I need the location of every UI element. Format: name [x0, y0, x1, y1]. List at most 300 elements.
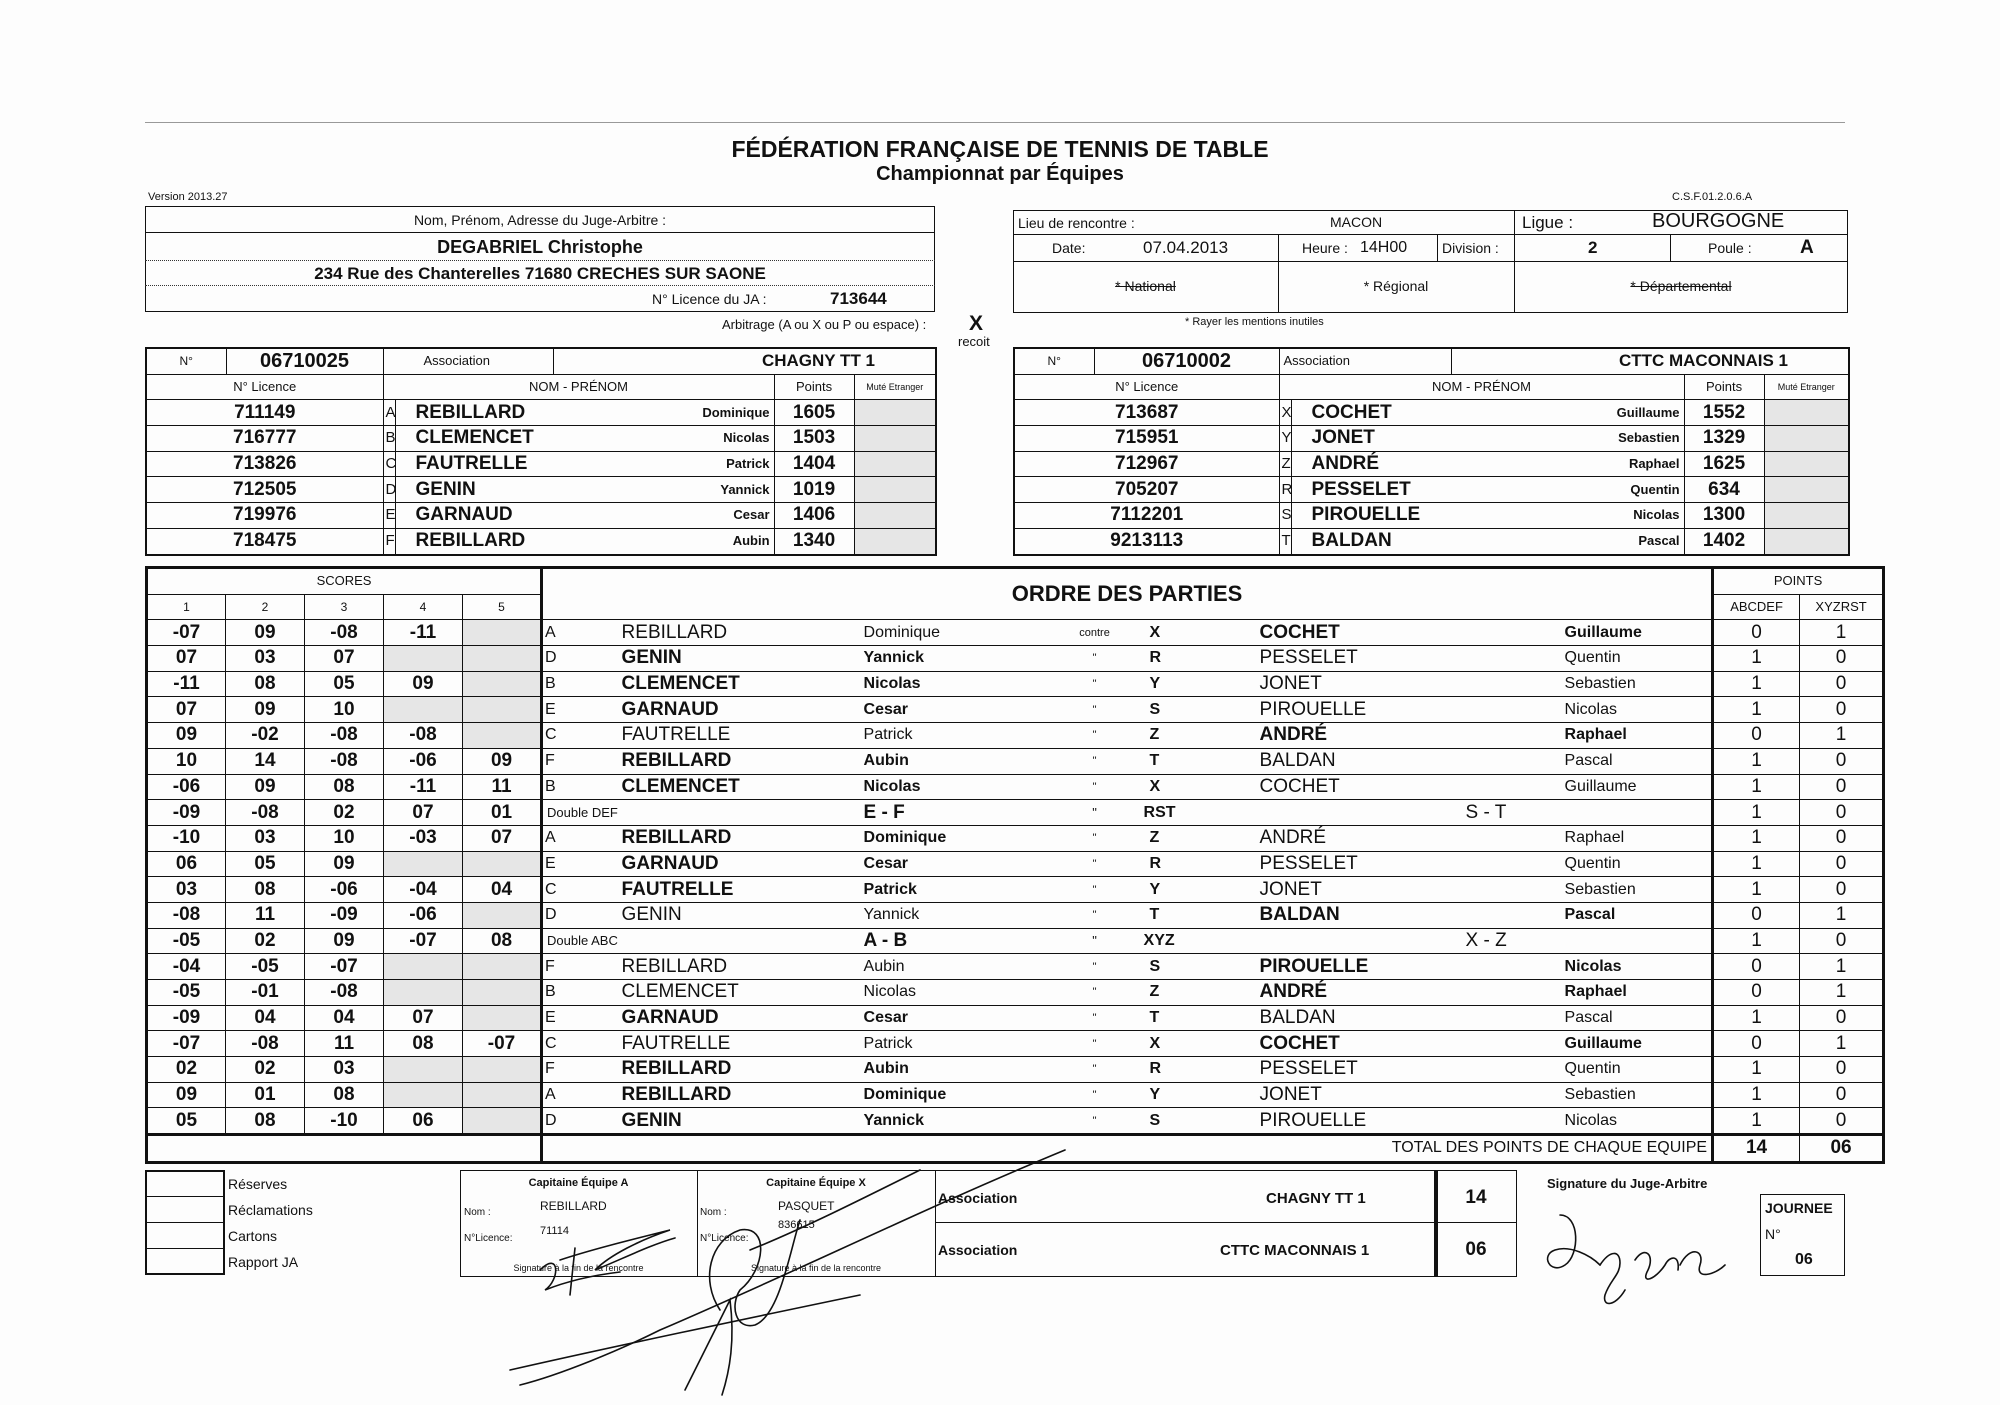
- referee-signature-label: Signature du Juge-Arbitre: [1547, 1176, 1708, 1191]
- set-score-4: [384, 954, 463, 980]
- divider: [145, 1248, 225, 1249]
- points-a: 1: [1713, 800, 1800, 826]
- player-x-letter: T: [1140, 1005, 1246, 1031]
- player-mute-cell: [1764, 528, 1849, 554]
- set-score-3: -09: [305, 902, 384, 928]
- player-a-first-name: Dominique: [860, 825, 1050, 851]
- player-a-last-name: REBILLARD: [622, 1082, 860, 1108]
- match-row: [147, 825, 1884, 851]
- result-x-team: CTTC MACONNAIS 1: [1220, 1242, 1370, 1259]
- set-score-2: 09: [226, 774, 305, 800]
- set-score-4: [384, 697, 463, 723]
- player-x-last-name: BALDAN: [1246, 748, 1561, 774]
- versus-mark: ": [1050, 723, 1140, 749]
- player-x-letter: T: [1140, 902, 1246, 928]
- player-a-first-name: Aubin: [860, 954, 1050, 980]
- set-score-2: -05: [226, 954, 305, 980]
- points-x: 1: [1800, 902, 1884, 928]
- player-x-letter: S: [1140, 1108, 1246, 1135]
- player-row: [1014, 503, 1849, 529]
- set-score-3: 05: [305, 671, 384, 697]
- player-a-letter: F: [542, 954, 622, 980]
- double-label: Double ABC: [542, 928, 860, 954]
- player-x-letter: Y: [1140, 877, 1246, 903]
- result-a-assoc-label: Association: [938, 1190, 1018, 1206]
- points-x: 1: [1800, 620, 1884, 646]
- set-score-1: 03: [147, 877, 226, 903]
- set-score-2: 03: [226, 825, 305, 851]
- player-x-first-name: Guillaume: [1561, 1031, 1713, 1057]
- match-row: [147, 748, 1884, 774]
- set-score-3: -06: [305, 877, 384, 903]
- double-pair-a: E - F: [860, 800, 1050, 826]
- player-x-letter: X: [1140, 1031, 1246, 1057]
- player-licence: 715951: [1014, 426, 1279, 452]
- set-score-4: -06: [384, 748, 463, 774]
- divider: [1013, 234, 1848, 235]
- divider: [145, 285, 935, 286]
- player-row: [1014, 451, 1849, 477]
- player-first-name: Cesar: [553, 503, 774, 529]
- totals-spacer: [147, 1135, 542, 1163]
- player-x-first-name: Pascal: [1561, 1005, 1713, 1031]
- player-last-name: REBILLARD: [395, 400, 553, 426]
- player-x-first-name: Raphael: [1561, 980, 1713, 1006]
- player-licence: 719976: [146, 503, 383, 529]
- player-first-name: Yannick: [553, 477, 774, 503]
- player-a-first-name: Yannick: [860, 902, 1050, 928]
- match-row: [147, 1082, 1884, 1108]
- points-a: 0: [1713, 1031, 1800, 1057]
- set-score-4: -03: [384, 825, 463, 851]
- player-points: 634: [1684, 477, 1764, 503]
- set-score-3: -07: [305, 954, 384, 980]
- set-score-4: 07: [384, 1005, 463, 1031]
- captain-signatures: [500, 1130, 1020, 1400]
- divider: [1514, 210, 1515, 261]
- player-x-letter: S: [1140, 697, 1246, 723]
- set-score-5: [463, 902, 542, 928]
- player-x-letter: Z: [1140, 825, 1246, 851]
- set-score-2: -08: [226, 800, 305, 826]
- player-licence: 712967: [1014, 451, 1279, 477]
- set-score-3: -08: [305, 723, 384, 749]
- player-row: [146, 477, 936, 503]
- division-value: 2: [1588, 238, 1598, 257]
- set-score-5: [463, 671, 542, 697]
- points-a: 1: [1713, 774, 1800, 800]
- set-score-3: 03: [305, 1057, 384, 1083]
- set-score-3: -08: [305, 620, 384, 646]
- divider: [1013, 261, 1848, 262]
- federation-title: FÉDÉRATION FRANÇAISE DE TENNIS DE TABLE: [731, 136, 1269, 162]
- matches-table: [145, 566, 1885, 1164]
- points-col-a-header: ABCDEF: [1713, 594, 1800, 620]
- player-a-letter: B: [542, 774, 622, 800]
- points-x: 0: [1800, 774, 1884, 800]
- player-mute-cell: [1764, 451, 1849, 477]
- team-x-col-points: Points: [1684, 374, 1764, 400]
- set-score-1: 09: [147, 723, 226, 749]
- set-score-4: -06: [384, 902, 463, 928]
- player-x-last-name: ANDRÉ: [1246, 980, 1561, 1006]
- player-x-first-name: Guillaume: [1561, 620, 1713, 646]
- player-licence: 7112201: [1014, 503, 1279, 529]
- player-points: 1625: [1684, 451, 1764, 477]
- player-last-name: BALDAN: [1291, 528, 1451, 554]
- player-x-first-name: Raphael: [1561, 825, 1713, 851]
- set-score-1: 07: [147, 697, 226, 723]
- set-score-5: [463, 620, 542, 646]
- player-a-letter: D: [542, 902, 622, 928]
- set-score-3: 08: [305, 774, 384, 800]
- points-a: 1: [1713, 851, 1800, 877]
- player-last-name: FAUTRELLE: [395, 451, 553, 477]
- versus-mark: ": [1050, 825, 1140, 851]
- set-score-1: -11: [147, 671, 226, 697]
- set-score-2: 02: [226, 928, 305, 954]
- player-letter: A: [383, 400, 395, 426]
- points-x: 0: [1800, 646, 1884, 672]
- player-letter: Y: [1279, 426, 1291, 452]
- player-x-first-name: Nicolas: [1561, 697, 1713, 723]
- set-score-3: 08: [305, 1082, 384, 1108]
- division-label: Division :: [1442, 240, 1499, 256]
- set-score-1: 05: [147, 1108, 226, 1135]
- captain-x-licence-label: N°Licence:: [700, 1233, 749, 1244]
- ligue-value: BOURGOGNE: [1652, 210, 1785, 232]
- set-score-5: 01: [463, 800, 542, 826]
- versus-mark: ": [1050, 1031, 1140, 1057]
- set-score-2: 03: [226, 646, 305, 672]
- set-score-3: 09: [305, 928, 384, 954]
- points-a: 1: [1713, 646, 1800, 672]
- player-a-letter: E: [542, 697, 622, 723]
- set-score-1: -07: [147, 1031, 226, 1057]
- player-a-letter: C: [542, 1031, 622, 1057]
- player-last-name: CLEMENCET: [395, 426, 553, 452]
- match-row: [147, 620, 1884, 646]
- player-a-first-name: Cesar: [860, 697, 1050, 723]
- match-row: [147, 646, 1884, 672]
- ditto-mark: ": [1050, 800, 1140, 826]
- team-a-col-mute: Muté Etranger: [854, 374, 936, 400]
- points-x: 0: [1800, 1005, 1884, 1031]
- player-a-last-name: REBILLARD: [622, 748, 860, 774]
- points-a: 0: [1713, 980, 1800, 1006]
- points-a: 1: [1713, 1005, 1800, 1031]
- player-a-letter: A: [542, 620, 622, 646]
- arbitrage-value: X: [969, 312, 984, 335]
- player-a-first-name: Patrick: [860, 723, 1050, 749]
- team-x-assoc-label: Association: [1279, 348, 1451, 374]
- set-score-5: 07: [463, 825, 542, 851]
- team-a-col-nom: NOM - PRÉNOM: [383, 374, 774, 400]
- player-x-first-name: Sebastien: [1561, 671, 1713, 697]
- player-first-name: Nicolas: [553, 426, 774, 452]
- points-x: 1: [1800, 723, 1884, 749]
- player-licence: 711149: [146, 400, 383, 426]
- team-x-number: 06710002: [1094, 348, 1279, 374]
- match-row: [147, 1005, 1884, 1031]
- team-a-col-points: Points: [774, 374, 854, 400]
- player-last-name: PESSELET: [1291, 477, 1451, 503]
- total-points-a: 14: [1713, 1135, 1800, 1163]
- player-x-letter: R: [1140, 646, 1246, 672]
- player-letter: D: [383, 477, 395, 503]
- poule-label: Poule :: [1708, 240, 1752, 256]
- player-a-last-name: FAUTRELLE: [622, 1031, 860, 1057]
- set-score-5: [463, 697, 542, 723]
- points-a: 1: [1713, 1057, 1800, 1083]
- player-letter: F: [383, 528, 395, 554]
- points-a: 0: [1713, 723, 1800, 749]
- player-a-first-name: Yannick: [860, 646, 1050, 672]
- points-x: 0: [1800, 825, 1884, 851]
- match-row: [147, 1031, 1884, 1057]
- set-score-5: [463, 851, 542, 877]
- player-row: [146, 400, 936, 426]
- match-row: [147, 902, 1884, 928]
- match-row: [147, 980, 1884, 1006]
- ligue-label: Ligue :: [1522, 213, 1574, 232]
- referee-title: Nom, Prénom, Adresse du Juge-Arbitre :: [413, 212, 667, 228]
- player-first-name: Raphael: [1451, 451, 1684, 477]
- versus-mark: ": [1050, 697, 1140, 723]
- player-last-name: REBILLARD: [395, 528, 553, 554]
- journee-label: JOURNEE: [1765, 1200, 1833, 1216]
- set-score-1: 10: [147, 748, 226, 774]
- player-x-letter: X: [1140, 774, 1246, 800]
- team-x-col-mute: Muté Etranger: [1764, 374, 1849, 400]
- referee-signature: [1540, 1195, 1730, 1315]
- set-score-1: -05: [147, 980, 226, 1006]
- set-score-4: [384, 1057, 463, 1083]
- points-a: 1: [1713, 1082, 1800, 1108]
- set-score-5: [463, 1057, 542, 1083]
- double-label: Double DEF: [542, 800, 860, 826]
- player-a-letter: E: [542, 851, 622, 877]
- player-a-last-name: FAUTRELLE: [622, 877, 860, 903]
- set-score-5: 04: [463, 877, 542, 903]
- points-x: 1: [1800, 1031, 1884, 1057]
- total-label: TOTAL DES POINTS DE CHAQUE EQUIPE: [542, 1135, 1713, 1163]
- result-a-team: CHAGNY TT 1: [1266, 1190, 1366, 1207]
- points-col-x-header: XYZRST: [1800, 594, 1884, 620]
- set-score-1: -09: [147, 1005, 226, 1031]
- player-mute-cell: [854, 400, 936, 426]
- set-score-5: 08: [463, 928, 542, 954]
- set-score-2: -01: [226, 980, 305, 1006]
- points-a: 1: [1713, 697, 1800, 723]
- set-score-3: 02: [305, 800, 384, 826]
- set-5-header: 5: [463, 594, 542, 620]
- player-letter: X: [1279, 400, 1291, 426]
- set-score-4: 08: [384, 1031, 463, 1057]
- double-pair-a: A - B: [860, 928, 1050, 954]
- player-a-last-name: REBILLARD: [622, 954, 860, 980]
- player-a-last-name: FAUTRELLE: [622, 723, 860, 749]
- set-score-1: -05: [147, 928, 226, 954]
- player-last-name: ANDRÉ: [1291, 451, 1451, 477]
- divider: [145, 1196, 225, 1197]
- set-3-header: 3: [305, 594, 384, 620]
- player-x-last-name: COCHET: [1246, 620, 1561, 646]
- player-x-last-name: PIROUELLE: [1246, 697, 1561, 723]
- captain-a-name: REBILLARD: [540, 1199, 607, 1213]
- team-a-no-label: N°: [146, 348, 226, 374]
- double-team-x: XYZ: [1140, 928, 1246, 954]
- double-team-x: RST: [1140, 800, 1246, 826]
- player-letter: C: [383, 451, 395, 477]
- set-score-2: 11: [226, 902, 305, 928]
- player-x-letter: R: [1140, 851, 1246, 877]
- set-score-4: [384, 851, 463, 877]
- set-score-2: 02: [226, 1057, 305, 1083]
- player-a-letter: F: [542, 1057, 622, 1083]
- result-a-score: 14: [1465, 1187, 1487, 1208]
- player-first-name: Quentin: [1451, 477, 1684, 503]
- points-x: 0: [1800, 1108, 1884, 1135]
- player-mute-cell: [1764, 477, 1849, 503]
- player-a-first-name: Cesar: [860, 851, 1050, 877]
- set-score-3: 11: [305, 1031, 384, 1057]
- player-row: [146, 503, 936, 529]
- player-first-name: Dominique: [553, 400, 774, 426]
- set-score-3: 10: [305, 825, 384, 851]
- team-x-no-label: N°: [1014, 348, 1094, 374]
- player-a-letter: D: [542, 1108, 622, 1135]
- player-points: 1404: [774, 451, 854, 477]
- cartons-label: Cartons: [228, 1228, 278, 1244]
- heure-value: 14H00: [1360, 239, 1408, 256]
- captain-a-sign-note: Signature à la fin de la rencontre: [513, 1263, 644, 1273]
- rapport-ja-label: Rapport JA: [228, 1254, 299, 1270]
- player-x-letter: Y: [1140, 1082, 1246, 1108]
- player-last-name: GENIN: [395, 477, 553, 503]
- player-a-first-name: Nicolas: [860, 980, 1050, 1006]
- player-row: [146, 426, 936, 452]
- set-score-5: 09: [463, 748, 542, 774]
- match-row: [147, 723, 1884, 749]
- set-score-5: [463, 954, 542, 980]
- versus-mark: ": [1050, 774, 1140, 800]
- player-x-last-name: PESSELET: [1246, 851, 1561, 877]
- versus-mark: ": [1050, 1057, 1140, 1083]
- match-row: [147, 774, 1884, 800]
- versus-mark: ": [1050, 646, 1140, 672]
- set-score-2: 08: [226, 671, 305, 697]
- form-code: C.S.F.01.2.0.6.A: [1672, 191, 1753, 203]
- player-a-first-name: Dominique: [860, 1082, 1050, 1108]
- set-score-2: 08: [226, 877, 305, 903]
- mentions-note: * Rayer les mentions inutiles: [1185, 316, 1324, 328]
- set-score-1: -10: [147, 825, 226, 851]
- match-row: [147, 671, 1884, 697]
- player-a-last-name: GENIN: [622, 1108, 860, 1135]
- player-row: [1014, 426, 1849, 452]
- player-x-last-name: PESSELET: [1246, 1057, 1561, 1083]
- player-a-last-name: CLEMENCET: [622, 671, 860, 697]
- player-licence: 713687: [1014, 400, 1279, 426]
- set-2-header: 2: [226, 594, 305, 620]
- set-4-header: 4: [384, 594, 463, 620]
- player-licence: 716777: [146, 426, 383, 452]
- divider: [145, 260, 935, 261]
- total-points-x: 06: [1800, 1135, 1884, 1163]
- divider: [145, 232, 935, 233]
- points-a: 1: [1713, 928, 1800, 954]
- set-score-3: -08: [305, 980, 384, 1006]
- captain-a-licence: 71114: [540, 1225, 569, 1237]
- regional-option: * Régional: [1363, 278, 1429, 294]
- points-x: 1: [1800, 954, 1884, 980]
- player-x-last-name: PIROUELLE: [1246, 954, 1561, 980]
- team-a-number: 06710025: [226, 348, 383, 374]
- team-a-name: CHAGNY TT 1: [553, 348, 936, 374]
- set-score-1: -06: [147, 774, 226, 800]
- player-mute-cell: [854, 426, 936, 452]
- date-value: 07.04.2013: [1143, 238, 1229, 257]
- points-a: 0: [1713, 620, 1800, 646]
- set-score-4: -08: [384, 723, 463, 749]
- set-score-1: -04: [147, 954, 226, 980]
- set-score-3: -08: [305, 748, 384, 774]
- points-a: 1: [1713, 825, 1800, 851]
- set-score-5: [463, 1082, 542, 1108]
- set-score-4: 06: [384, 1108, 463, 1135]
- reclamations-label: Réclamations: [228, 1202, 313, 1218]
- set-score-2: 08: [226, 1108, 305, 1135]
- player-letter: T: [1279, 528, 1291, 554]
- player-a-last-name: CLEMENCET: [622, 980, 860, 1006]
- player-mute-cell: [1764, 426, 1849, 452]
- scores-header: SCORES: [147, 568, 542, 595]
- player-points: 1605: [774, 400, 854, 426]
- match-row: [147, 851, 1884, 877]
- referee-name: DEGABRIEL Christophe: [437, 237, 643, 257]
- team-x-col-licence: N° Licence: [1014, 374, 1279, 400]
- player-letter: R: [1279, 477, 1291, 503]
- ditto-mark: ": [1050, 928, 1140, 954]
- player-x-letter: R: [1140, 1057, 1246, 1083]
- player-letter: B: [383, 426, 395, 452]
- player-mute-cell: [1764, 503, 1849, 529]
- versus-mark: ": [1050, 748, 1140, 774]
- double-pair-x: X - Z: [1246, 928, 1713, 954]
- player-a-last-name: GENIN: [622, 646, 860, 672]
- player-mute-cell: [854, 528, 936, 554]
- player-first-name: Patrick: [553, 451, 774, 477]
- set-score-1: -07: [147, 620, 226, 646]
- departemental-option: * Départemental: [1630, 278, 1732, 294]
- player-x-letter: S: [1140, 954, 1246, 980]
- set-score-1: 02: [147, 1057, 226, 1083]
- points-a: 1: [1713, 1108, 1800, 1135]
- player-last-name: GARNAUD: [395, 503, 553, 529]
- versus-mark: ": [1050, 877, 1140, 903]
- player-letter: E: [383, 503, 395, 529]
- captain-x-sign-note: Signature à la fin de la rencontre: [750, 1263, 882, 1273]
- set-score-4: 07: [384, 800, 463, 826]
- player-a-first-name: Patrick: [860, 1031, 1050, 1057]
- set-score-1: 09: [147, 1082, 226, 1108]
- referee-licence: 713644: [830, 289, 887, 308]
- ordre-des-parties-title: ORDRE DES PARTIES: [542, 568, 1713, 620]
- points-a: 0: [1713, 954, 1800, 980]
- player-x-first-name: Quentin: [1561, 1057, 1713, 1083]
- set-score-2: -02: [226, 723, 305, 749]
